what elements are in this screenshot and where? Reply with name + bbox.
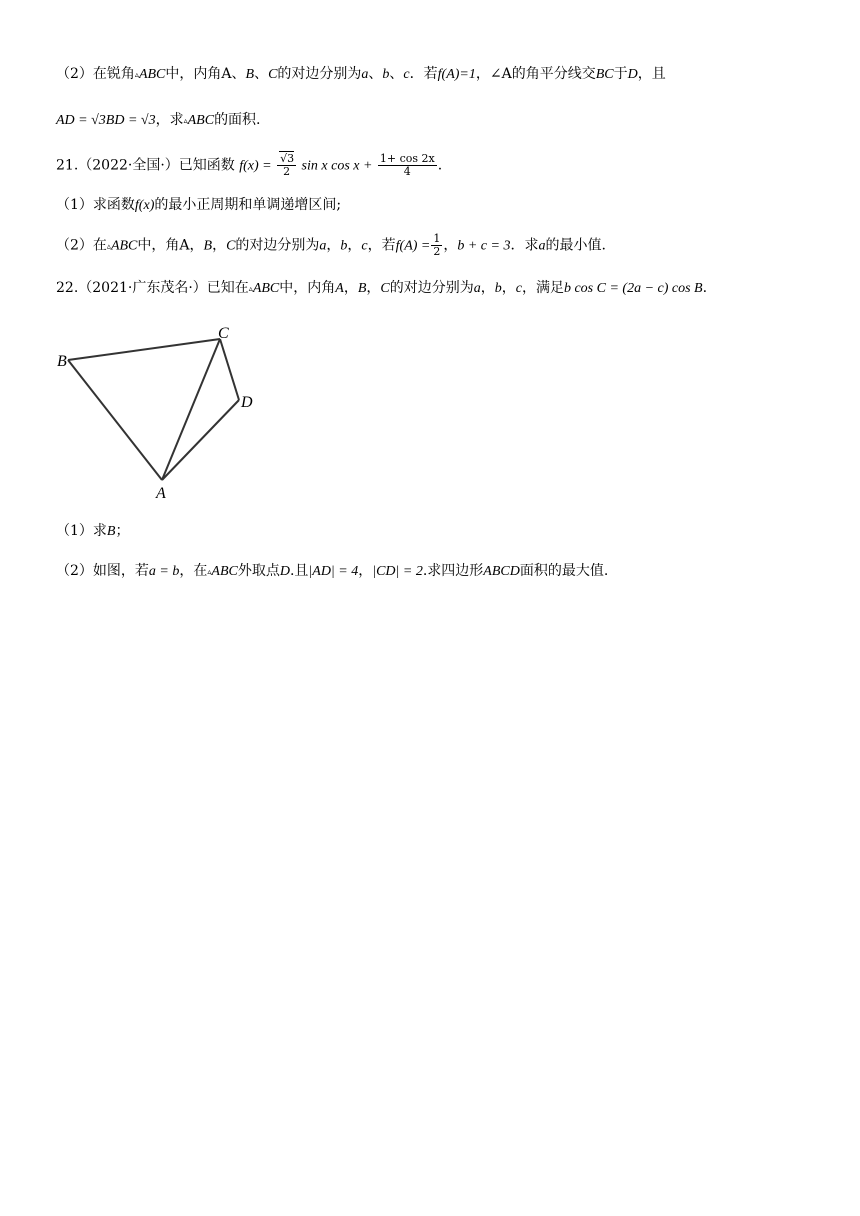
text: 中，内角 [279, 280, 336, 296]
segment-BC: BC [595, 67, 614, 82]
text: ， [347, 237, 362, 254]
denominator: 2 [433, 245, 441, 258]
fraction-sqrt3-over-2 [277, 153, 296, 178]
formula-fA: f(A)=1 [437, 67, 476, 82]
part-label: （2） [56, 237, 93, 254]
text: ； [115, 523, 130, 539]
triangle-symbol: ▵ [183, 116, 188, 125]
triangle-name: ABC [187, 113, 215, 128]
sep: 、 [368, 66, 383, 82]
text: 在 [92, 237, 107, 254]
label-C: C [218, 325, 229, 342]
formula-fx: f(x) [134, 198, 155, 213]
text: 已知在 [206, 280, 249, 296]
text: ，∠A的角平分线交 [475, 66, 596, 82]
q21-part2 [56, 233, 606, 258]
formula-mid: sin x cos x + [301, 158, 373, 174]
var-a: a [361, 67, 369, 82]
question-number: 22. [56, 280, 79, 296]
q21-part1 [56, 195, 341, 216]
part-label: （2） [56, 563, 93, 579]
q22-part1 [56, 521, 129, 542]
triangle-name: ABC [138, 67, 166, 82]
fraction-half [431, 233, 442, 258]
quadrilateral-name: ABCD [483, 564, 520, 579]
text: ， [326, 237, 341, 254]
text: .且 [289, 563, 309, 579]
text: 的对边分别为 [235, 237, 320, 254]
triangle-symbol: ▵ [248, 284, 253, 293]
text: 外取点 [237, 563, 280, 579]
text: 中，角A， [137, 237, 204, 254]
point-D: D [279, 564, 290, 579]
var-a: a [473, 281, 481, 296]
var-B: B [357, 281, 367, 296]
text: ， [366, 280, 381, 296]
text: 求 [92, 523, 107, 539]
text: 如图，若 [92, 563, 149, 579]
sep: 、 [254, 66, 269, 82]
part-label: （1） [56, 523, 93, 539]
text: 的对边分别为 [389, 280, 474, 296]
text: 的最小值. [545, 237, 606, 254]
text: ，满足 [521, 280, 564, 296]
q20-part2-line2 [56, 110, 261, 131]
text: . [437, 157, 443, 174]
var-c: c [515, 281, 522, 296]
formula-fA: f(A) = [395, 238, 431, 254]
sep: 、 [389, 66, 404, 82]
text: 在锐角 [92, 66, 135, 82]
var-b: b [340, 238, 348, 254]
q22-part2 [56, 561, 608, 582]
text: ．求 [510, 237, 539, 254]
var-B: B [106, 524, 116, 539]
var-c: c [361, 238, 368, 254]
segment-CA [162, 339, 220, 480]
triangle-name: ABC [252, 281, 280, 296]
text: ， [501, 280, 516, 296]
text: 的对边分别为 [277, 66, 362, 82]
text: 的面积. [214, 112, 261, 128]
var-A: A [335, 281, 344, 296]
segment-BC [68, 339, 220, 360]
var-b: b [494, 281, 502, 296]
var-B: B [203, 238, 213, 254]
formula-fx: f(x) = [239, 158, 272, 174]
triangle-symbol: ▵ [106, 241, 111, 251]
triangle-name: ABC [211, 564, 238, 579]
part-label: （1） [56, 197, 93, 213]
text: ， [480, 280, 495, 296]
segment-DA [162, 400, 239, 480]
label-B: B [57, 353, 67, 370]
figure-lines [68, 339, 239, 480]
formula-condition: b cos C = (2a − c) cos B [563, 281, 703, 296]
segment-BA [68, 360, 162, 480]
denominator: 4 [403, 165, 411, 178]
var-c: c [403, 67, 410, 82]
formula-CD: |CD| = 2 [372, 564, 423, 579]
segment-CD [220, 339, 239, 400]
triangle-name: ABC [110, 238, 138, 254]
part-label: （2） [56, 66, 93, 82]
text: 求函数 [92, 197, 135, 213]
numerator: √3 [280, 152, 295, 165]
var-B: B [245, 67, 255, 82]
formula-AD: AD = √3BD = √3 [56, 113, 156, 128]
var-a: a [538, 238, 546, 254]
question-source: （2022·全国·） [78, 157, 179, 174]
text: ，在 [179, 563, 208, 579]
numerator: 1 [433, 232, 441, 245]
label-D: D [241, 394, 253, 411]
fraction-cos [378, 153, 437, 178]
text: .求四边形 [422, 563, 484, 579]
formula-a-eq-b: a = b [148, 564, 180, 579]
quadrilateral-figure [54, 322, 264, 502]
label-A: A [156, 485, 166, 502]
var-b: b [382, 67, 390, 82]
text: ， [343, 280, 358, 296]
var-a: a [319, 238, 327, 254]
triangle-symbol: ▵ [134, 70, 139, 79]
triangle-symbol: ▵ [207, 567, 212, 576]
text: ，且 [637, 66, 666, 82]
text: ， [212, 237, 227, 254]
text: ， [443, 237, 458, 254]
q22-stem [56, 278, 707, 299]
denominator: 2 [283, 165, 291, 178]
text: ， [358, 563, 373, 579]
var-C: C [268, 67, 278, 82]
text: ，若 [367, 237, 396, 254]
formula-AD: |AD| = 4 [308, 564, 359, 579]
var-C: C [226, 238, 236, 254]
text: ．若 [409, 66, 438, 82]
q21-stem [56, 153, 442, 178]
var-C: C [380, 281, 390, 296]
text: 面积的最大值. [519, 563, 609, 579]
text: . [702, 280, 708, 296]
question-source: （2021·广东茂名·） [78, 280, 207, 296]
point-D: D [627, 67, 638, 82]
text: 已知函数 [178, 157, 235, 174]
text: 的最小正周期和单调递增区间; [154, 197, 342, 213]
text: 于 [613, 66, 628, 82]
q20-part2-line1 [56, 64, 666, 85]
text: ，求 [155, 112, 184, 128]
text: 中，内角A、 [165, 66, 246, 82]
formula-condition: b + c = 3 [457, 238, 511, 254]
question-number: 21. [56, 157, 79, 174]
numerator: 1+ cos 2x [379, 152, 435, 165]
